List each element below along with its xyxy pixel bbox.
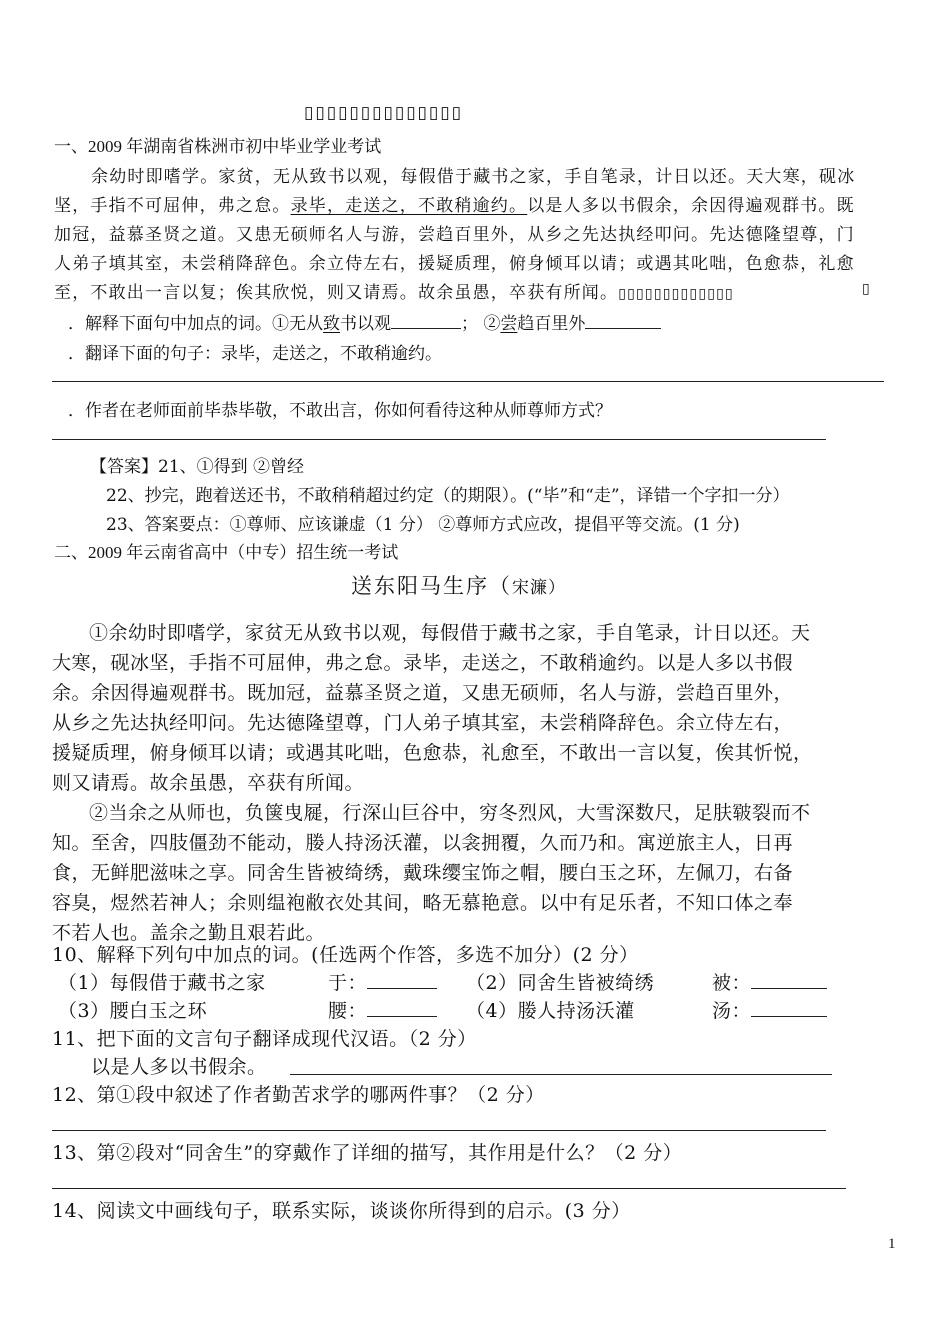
q21-suffix: 趋百里外: [517, 314, 586, 334]
q10-item-1: （1）每假借于藏书之家: [58, 972, 266, 994]
para2-line4: 容臭，煜然若神人；余则缊袍敝衣处其间，略无慕艳意。以中有足乐者，不知口体之奉: [52, 892, 794, 914]
para2-line1: ②当余之从师也，负箧曳屣，行深山巨谷中，穷冬烈风，大雪深数尺，足肤皲裂而不: [89, 802, 811, 824]
q11-sentence: 以是人多以书假余。: [91, 1056, 267, 1078]
question-22: ．翻译下面的句子：录毕，走送之，不敢稍逾约。: [68, 344, 442, 364]
q10-item-3-key: [328, 996, 437, 1023]
para1-line5: 援疑质理，俯身倾耳以请；或遇其叱咄，色愈恭，礼愈至，不敢出一言以复，俟其忻悦，: [52, 742, 813, 764]
question-10: 10、解释下列句中加点的词。(任选两个作答，多选不加分）(2 分）: [52, 944, 639, 966]
passage1-line4: 人弟子填其室，未尝稍降辞色。余立侍左右，援疑质理，俯身倾耳以请；或遇其叱咄，色愈恭，礼愈: [54, 254, 855, 274]
answer-key-22: 22、抄完，跑着送还书，不敢稍稍超过约定（的期限）。(“毕”和“走”，译错一个字扣一分）: [106, 486, 790, 506]
garbled-tail: ▯▯▯▯▯▯▯▯▯▯▯▯▯: [618, 286, 734, 302]
question-12: 12、第①段中叙述了作者勤苦求学的哪两件事？（2 分）: [52, 1084, 545, 1106]
passage1-line1: 余幼时即嗜学。家贫，无从致书以观，每假借于藏书之家，手自笔录，计日以还。天大寒，砚冰: [91, 167, 856, 187]
passage1-line3: 加冠，益慕圣贤之道。又患无硕师名人与游，尝趋百里外，从乡之先达执经叩问。先达德隆望尊，门: [54, 225, 855, 245]
q21-answer-blank-2[interactable]: [585, 312, 661, 329]
q10-item-3-key-text: 腰：: [328, 1000, 368, 1022]
q10-item-3: （3）腰白玉之环: [58, 1000, 208, 1022]
para1-line4: 从乡之先达执经叩问。先达德隆望尊，门人弟子填其室，未尝稍降辞色。余立侍左右，: [52, 712, 794, 734]
title-author: 宋濂）: [512, 578, 566, 598]
section1-heading: 一、2009 年湖南省株洲市初中毕业学业考试: [54, 137, 382, 156]
passage-title: [351, 570, 566, 600]
para1-line1: ①余幼时即嗜学，家贫无从致书以观，每假借于藏书之家，手自笔录，计日以还。天: [89, 622, 811, 644]
q10-item-2-key: [712, 968, 827, 995]
q21-prefix: ．解释下面句中加点的词。①无从: [68, 314, 323, 334]
passage1-line2: [54, 191, 855, 216]
question-11: 11、把下面的文言句子翻译成现代汉语。（2 分）: [52, 1028, 477, 1050]
q21-mid: 书以观: [340, 314, 391, 334]
garbled-header: ▯▯▯▯▯▯▯▯▯▯▯▯▯▯: [304, 103, 463, 122]
passage1-line2-end: 以是人多以书假余，余因得遍观群书。既: [527, 196, 855, 216]
q10-item-1-blank[interactable]: [367, 972, 437, 989]
para2-line5: 不若人也。盖余之勤且艰若此。: [52, 922, 326, 944]
section2-heading: 二、2009 年云南省高中（中专）招生统一考试: [54, 543, 399, 562]
q21-dotted-word-1: 致: [323, 314, 340, 334]
passage1-line5: [54, 278, 734, 303]
q10-item-2-blank[interactable]: [751, 972, 827, 989]
answer-line-11[interactable]: [290, 1074, 832, 1075]
answer-line-23[interactable]: [52, 439, 826, 440]
q10-item-3-blank[interactable]: [367, 1000, 437, 1017]
answer-key-21: 【答案】21、①得到 ②曾经: [90, 457, 305, 477]
q10-item-2: （2）同舍生皆被绮绣: [466, 972, 655, 994]
passage1-line2-start: 坚，手指不可屈伸，弗之怠。: [54, 196, 291, 216]
para1-line2: 大寒，砚冰坚，手指不可屈伸，弗之怠。录毕，走送之，不敢稍逾约。以是人多以书假: [52, 652, 794, 674]
q21-sep: ； ②: [461, 314, 501, 334]
answer-line-22[interactable]: [52, 381, 884, 382]
page-number: 1: [888, 1236, 896, 1252]
question-21: [68, 309, 661, 334]
question-23: ．作者在老师面前毕恭毕敬，不敢出言，你如何看待这种从师尊师方式？: [68, 401, 612, 421]
para2-line2: 知。至舍，四肢僵劲不能动，媵人持汤沃灌，以衾拥覆，久而乃和。寓逆旅主人，日再: [52, 832, 794, 854]
q10-item-1-key-text: 于：: [328, 972, 368, 994]
q10-item-4-key: [712, 996, 827, 1023]
q10-item-1-key: [328, 968, 437, 995]
para1-line6: 则又请焉。故余虽愚，卒获有所闻。: [52, 772, 365, 794]
para1-line3: 余。余因得遍观群书。既加冠，益慕圣贤之道，又患无硕师，名人与游，尝趋百里外，: [52, 682, 794, 704]
passage1-line5-text: 至，不敢出一言以复；俟其欣悦，则又请焉。故余虽愚，卒获有所闻。: [54, 283, 619, 303]
q10-item-4-key-text: 汤：: [712, 1000, 752, 1022]
garbled-mark: ▯: [862, 281, 870, 297]
q21-answer-blank-1[interactable]: [391, 312, 461, 329]
answer-line-12[interactable]: [52, 1130, 826, 1131]
answer-key-23: 23、答案要点：①尊师、应该谦虚（1 分） ②尊师方式应改，提倡平等交流。(1 分): [106, 515, 740, 535]
q21-dotted-word-2: 尝: [500, 314, 518, 334]
q10-item-2-key-text: 被：: [712, 972, 752, 994]
title-text: 送东阳马生序（: [351, 574, 512, 598]
question-13: 13、第②段对“同舍生”的穿戴作了详细的描写，其作用是什么？（2 分）: [52, 1142, 683, 1164]
underlined-sentence: 录毕，走送之，不敢稍逾约。: [290, 196, 528, 216]
q10-item-4: （4）媵人持汤沃灌: [466, 1000, 635, 1022]
para2-line3: 食，无鲜肥滋味之享。同舍生皆被绮绣，戴珠缨宝饰之帽，腰白玉之环，左佩刀，右备: [52, 862, 794, 884]
q10-item-4-blank[interactable]: [751, 1000, 827, 1017]
answer-line-13[interactable]: [52, 1188, 846, 1189]
question-14: 14、阅读文中画线句子，联系实际，谈谈你所得到的启示。(3 分）: [52, 1200, 631, 1222]
